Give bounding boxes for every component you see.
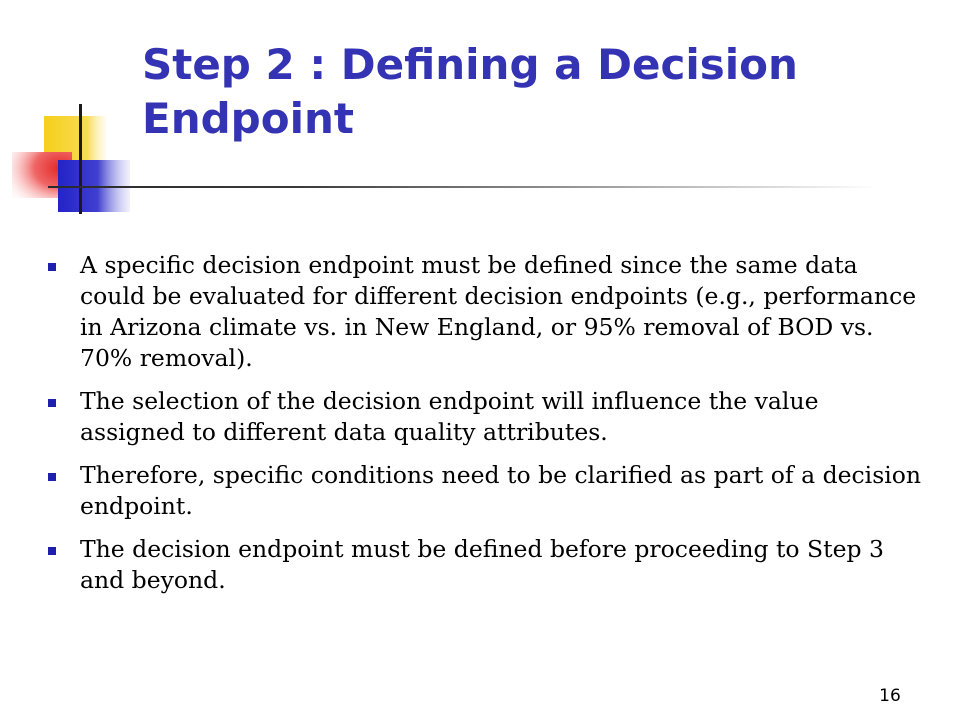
bullet-text: The selection of the decision endpoint will influence the value assigned to different data quality attributes.	[80, 387, 819, 446]
title-divider	[48, 186, 878, 188]
square-bullet-icon	[48, 547, 56, 555]
page-number: 16	[879, 686, 901, 706]
decor-vertical-line	[79, 104, 82, 214]
slide-title: Step 2 : Defining a Decision Endpoint	[142, 40, 798, 143]
bullet-text: Therefore, specific conditions need to be clarified as part of a decision endpoint.	[80, 461, 922, 520]
decorative-squares-graphic	[0, 0, 140, 230]
bullet-text: A specific decision endpoint must be defined since the same data could be evaluated for different decision endpoints (e.g., performance in Arizona climate vs. in New England, or 95% removal of BOD vs. 70% removal).	[80, 251, 917, 372]
bullet-text: The decision endpoint must be defined before proceeding to Step 3 and beyond.	[80, 535, 884, 594]
bullet-list	[48, 250, 928, 608]
bullet-item	[48, 250, 928, 374]
square-bullet-icon	[48, 263, 56, 271]
square-bullet-icon	[48, 473, 56, 481]
bullet-item	[48, 460, 928, 522]
bullet-item	[48, 534, 928, 596]
bullet-item	[48, 386, 928, 448]
square-bullet-icon	[48, 399, 56, 407]
